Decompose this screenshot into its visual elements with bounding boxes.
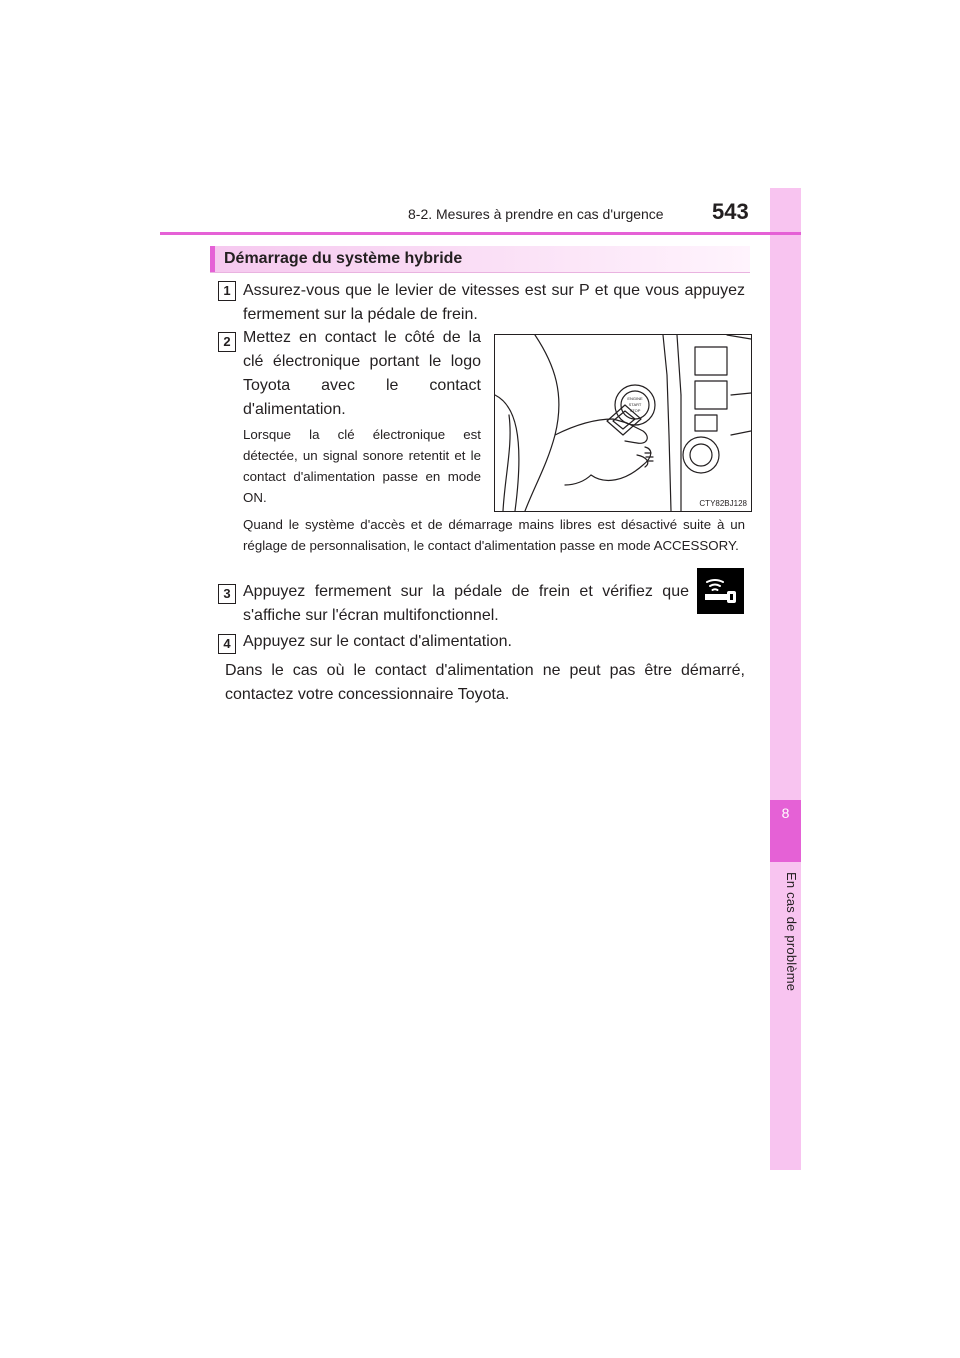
step-1-text: Assurez-vous que le levier de vitesses est sur P et que vous appuyez fermement sur la pédale de frein.: [243, 282, 745, 323]
button-label-start: START: [628, 402, 642, 407]
step-2-note-2: Quand le système d'accès et de démarrage mains libres est désactivé suite à un réglage de personnalisation, le contact d'alimentation passe en mode ACCESSORY.: [243, 517, 745, 553]
section-title: Démarrage du système hybride: [224, 250, 463, 267]
key-indicator-icon: [697, 568, 744, 614]
step-4-text: Appuyez sur le contact d'alimentation.: [243, 633, 512, 650]
button-label-engine: ENGINE: [627, 396, 643, 401]
step-3-text: Appuyez fermement sur la pédale de frein et vérifiez que s'affiche sur l'écran multifonctionnel.: [243, 583, 689, 624]
step-number-2: 2: [218, 332, 236, 352]
header-section-title: 8-2. Mesures à prendre en cas d'urgence: [408, 206, 664, 222]
step-number-1: 1: [218, 281, 236, 301]
step-2-text: Mettez en contact le côté de la clé électronique portant le logo Toyota avec le contact d'alimentation.: [243, 329, 481, 418]
section-heading-bar: [210, 246, 750, 273]
illustration-drawing: [495, 335, 751, 511]
step-number-4: 4: [218, 634, 236, 654]
key-indicator-drawing: [697, 568, 744, 614]
step-number-3: 3: [218, 584, 236, 604]
key-to-power-switch-illustration: [494, 334, 752, 512]
closing-text: Dans le cas où le contact d'alimentation ne peut pas être démarré, contactez votre concessionnaire Toyota.: [225, 662, 745, 703]
page-number: 543: [712, 199, 749, 224]
header-rule: [160, 232, 801, 235]
button-label-stop: STOP: [629, 408, 641, 413]
section-heading-accent: [210, 246, 215, 272]
step-2-note-1: Lorsque la clé électronique est détectée, un signal sonore retentit et le contact d'alimentation passe en mode ON.: [243, 427, 481, 505]
figure-code: CTY82BJ128: [699, 499, 747, 508]
chapter-number-tab: [770, 800, 801, 862]
chapter-number: 8: [781, 805, 790, 821]
chapter-title: En cas de problème: [784, 872, 799, 992]
